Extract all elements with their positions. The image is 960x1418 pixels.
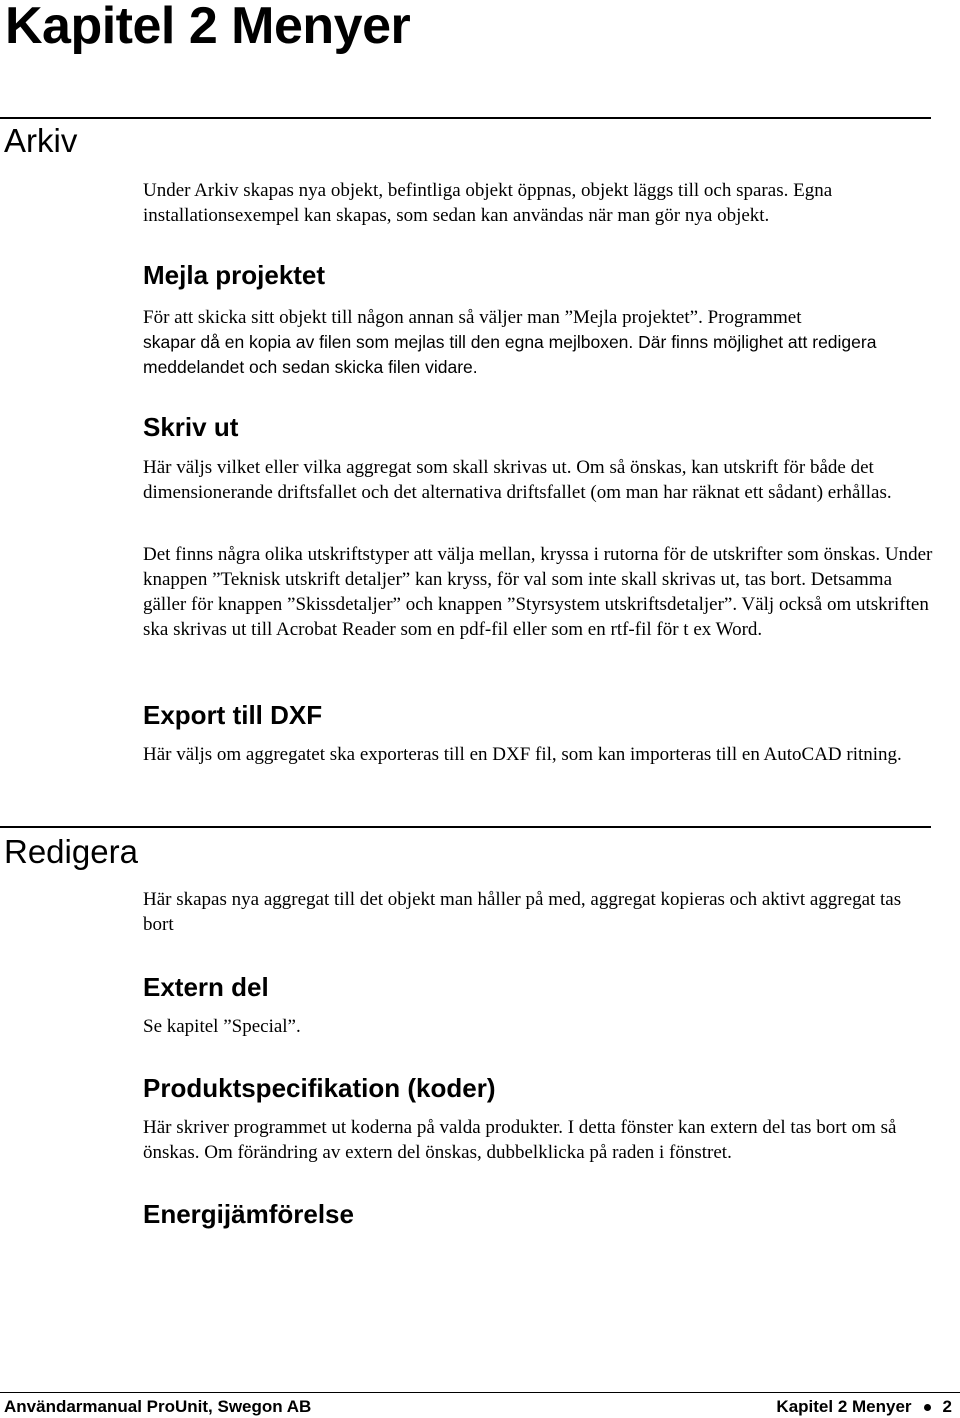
subheading-export-dxf: Export till DXF (143, 700, 323, 730)
section-divider-redigera (0, 826, 931, 828)
footer-page-number: 2 (942, 1397, 952, 1416)
export-dxf-body: Här väljs om aggregatet ska exporteras till en DXF fil, som kan importeras till en AutoCAD ritning. (143, 744, 902, 765)
subheading-skriv-ut: Skriv ut (143, 412, 239, 442)
arkiv-intro: Under Arkiv skapas nya objekt, befintliga objekt öppnas, objekt läggs till och sparas. Egna installationsexempel kan skapas, som sedan kan användas när man gör nya objekt. (143, 180, 833, 226)
subheading-energijamforelse: Energijämförelse (143, 1199, 354, 1229)
subheading-mejla-projektet: Mejla projektet (143, 260, 326, 290)
mejla-body-serif: För att skicka sitt objekt till någon annan så väljer man ”Mejla projektet”. Programmet (143, 307, 802, 328)
mejla-body-sans: skapar då en kopia av filen som mejlas till den egna mejlboxen. Där finns möjlighet att redigera meddelandet och sedan skicka filen vidare. (143, 332, 877, 377)
section-title-redigera: Redigera (4, 833, 138, 870)
subheading-produktspecifikation: Produktspecifikation (koder) (143, 1073, 496, 1103)
subheading-extern-del: Extern del (143, 972, 269, 1002)
bullet-icon (924, 1404, 931, 1411)
redigera-intro: Här skapas nya aggregat till det objekt man håller på med, aggregat kopieras och aktivt aggregat tas bort (143, 889, 902, 935)
footer-chapter (776, 1396, 952, 1418)
footer-chapter-label: Kapitel 2 Menyer (776, 1397, 912, 1416)
skriv-ut-paragraph-2: Det finns några olika utskriftstyper att välja mellan, kryssa i rutorna för de utskrifter som önskas. Under knappen ”Teknisk utskrift detaljer” kan kryss, för val som inte skall skrivas ut, tas bort. Detsamma gäller för knappen ”Skissdetaljer” och knappen ”Styrsystem utskriftsdetaljer”. Välj också om utskriften ska skrivas ut till Acrobat Reader som en pdf-fil eller som en rtf-fil för t ex Word. (143, 544, 933, 640)
section-divider-arkiv (0, 117, 931, 119)
extern-del-body: Se kapitel ”Special”. (143, 1016, 301, 1037)
chapter-title: Kapitel 2 Menyer (5, 0, 411, 55)
footer-manual-title: Användarmanual ProUnit, Swegon AB (4, 1397, 312, 1416)
produktspecifikation-body: Här skriver programmet ut koderna på valda produkter. I detta fönster kan extern del tas bort om så önskas. Om förändring av extern del önskas, dubbelklicka på raden i fönstret. (143, 1117, 897, 1163)
skriv-ut-paragraph-1: Här väljs vilket eller vilka aggregat som skall skrivas ut. Om så önskas, kan utskrift för både det dimensionerande driftsfallet och det alternativa driftsfallet (om man har räknat ett sådant) erhållas. (143, 457, 892, 503)
footer-divider (0, 1392, 960, 1393)
section-title-arkiv: Arkiv (4, 122, 78, 159)
